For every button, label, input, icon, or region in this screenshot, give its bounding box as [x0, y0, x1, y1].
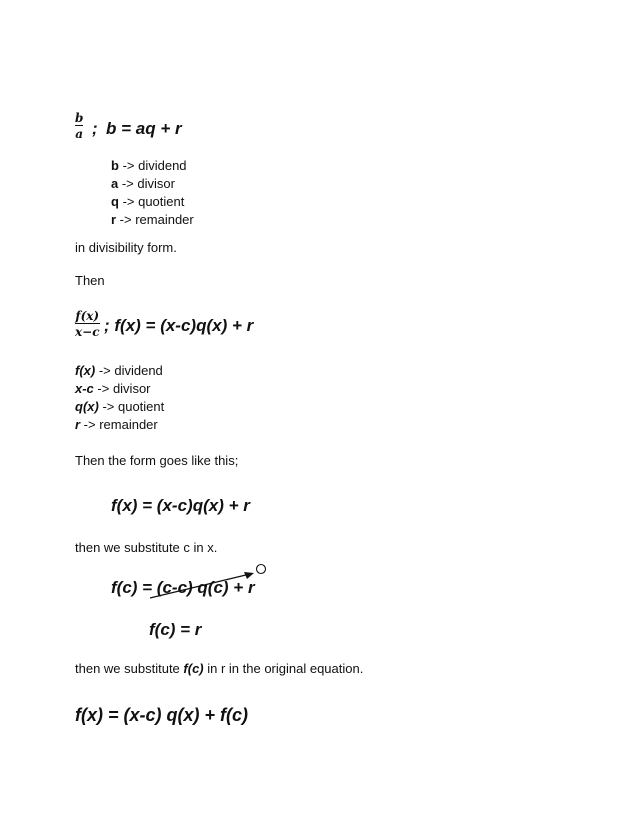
definition-term: a	[111, 176, 119, 191]
definition-term: x-c	[75, 381, 94, 396]
substitute-c-note: then we substitute c in x.	[75, 540, 218, 555]
arrow-head-icon	[244, 572, 254, 579]
separator: ;	[92, 119, 98, 138]
definition-term: q(x)	[75, 399, 99, 414]
equation-polynomial-division: ; f(x) = (x-c)q(x) + r	[104, 316, 254, 335]
form-intro: Then the form goes like this;	[75, 453, 239, 468]
then-label: Then	[75, 273, 105, 288]
fraction-denominator: x−c	[75, 325, 100, 339]
definition-desc: -> remainder	[116, 212, 194, 227]
substitute-fc-note	[75, 660, 363, 678]
strike-line	[150, 574, 250, 598]
circle-marker-icon	[257, 565, 266, 574]
definition-desc: -> dividend	[95, 363, 163, 378]
note-text-after: in r in the original equation.	[203, 661, 364, 676]
fraction-numerator: f(x)	[75, 309, 100, 323]
definition-term: r	[75, 417, 81, 432]
fraction-numerator: b	[75, 111, 84, 125]
definition-term: q	[111, 194, 119, 209]
definition-desc: -> divisor	[118, 176, 175, 191]
form-equation: f(x) = (x-c)q(x) + r	[111, 496, 250, 515]
fc-result: f(c) = r	[149, 620, 202, 639]
fc-equation: f(c) = (c-c) q(c) + r	[111, 578, 255, 597]
definition-desc: -> quotient	[98, 399, 165, 414]
note-text-before: then we substitute	[75, 661, 184, 676]
definition-desc: -> remainder	[80, 417, 158, 432]
fraction-denominator: a	[75, 127, 84, 141]
definition-desc: -> dividend	[118, 158, 187, 173]
final-equation: f(x) = (x-c) q(x) + f(c)	[75, 705, 249, 725]
definition-desc: -> quotient	[118, 194, 185, 209]
definition-term: f(x)	[75, 363, 96, 378]
definition-term: r	[111, 212, 117, 227]
divisibility-note: in divisibility form.	[75, 240, 177, 255]
note-term: f(c)	[183, 661, 204, 676]
definition-desc: -> divisor	[93, 381, 151, 396]
equation-division-algorithm: b = aq + r	[106, 119, 182, 138]
definition-term: b	[111, 158, 119, 173]
